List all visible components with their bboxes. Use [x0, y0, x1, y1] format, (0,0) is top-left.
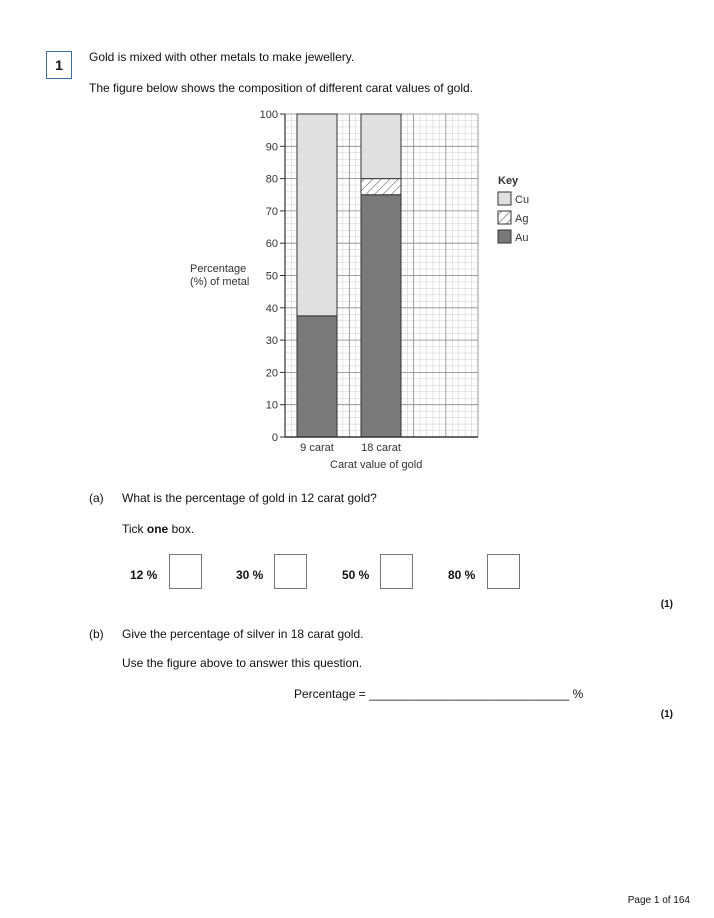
- x-axis-label: Carat value of gold: [330, 459, 423, 471]
- page-footer: Page 1 of 164: [627, 895, 690, 906]
- bar-segment-cu: [361, 114, 401, 179]
- bar-segment-au: [297, 316, 337, 437]
- option-checkbox[interactable]: [487, 554, 520, 589]
- option-checkbox[interactable]: [169, 554, 202, 589]
- part-a-instruction: [122, 522, 194, 536]
- legend-label: Au: [515, 232, 529, 244]
- legend-swatch-ag: [498, 211, 511, 224]
- stacked-bar-chart: [180, 100, 560, 480]
- legend-title: Key: [498, 175, 519, 187]
- bar-segment-au: [361, 195, 401, 437]
- option-label: 50 %: [342, 568, 370, 582]
- bar-segment-ag: [361, 179, 401, 195]
- answer-prefix: Percentage =: [294, 687, 370, 701]
- y-axis-label: (%) of metal: [190, 276, 250, 288]
- instruction-post: box.: [168, 522, 195, 536]
- y-tick-label: 10: [265, 399, 278, 412]
- bar-segment-cu: [297, 114, 337, 316]
- part-a-question: What is the percentage of gold in 12 carat gold?: [122, 491, 377, 505]
- legend-label: Cu: [515, 194, 530, 206]
- x-tick-label: 9 carat: [300, 442, 334, 454]
- question-intro: Gold is mixed with other metals to make jewellery.: [89, 50, 355, 64]
- part-b-instruction: Use the figure above to answer this question.: [122, 656, 363, 670]
- y-tick-label: 70: [265, 205, 278, 218]
- chart-svg: [180, 100, 560, 480]
- x-tick-label: 18 carat: [361, 442, 401, 454]
- option-checkbox[interactable]: [380, 554, 413, 589]
- answer-suffix: %: [569, 687, 584, 701]
- y-axis-label: Percentage: [190, 263, 247, 275]
- y-tick-label: 0: [271, 432, 278, 444]
- answer-line[interactable]: ______________________________: [369, 687, 570, 701]
- part-b-question: Give the percentage of silver in 18 carat gold.: [122, 627, 364, 641]
- figure-caption: The figure below shows the composition of different carat values of gold.: [89, 81, 473, 95]
- question-number: 1: [46, 51, 72, 79]
- option-label: 12 %: [130, 568, 158, 582]
- y-tick-label: 90: [265, 141, 278, 154]
- legend-label: Ag: [515, 213, 529, 225]
- option-label: 30 %: [236, 568, 264, 582]
- instruction-bold: one: [146, 522, 169, 536]
- part-b-marks: (1): [660, 709, 673, 720]
- instruction-pre: Tick: [122, 522, 147, 536]
- y-tick-label: 100: [259, 109, 278, 121]
- part-b-label: (b): [89, 627, 104, 641]
- option-checkbox[interactable]: [274, 554, 307, 589]
- y-tick-label: 50: [265, 270, 278, 283]
- tick-options: [0, 554, 714, 594]
- legend-swatch-au: [498, 230, 511, 243]
- y-tick-label: 20: [265, 367, 278, 380]
- part-a-label: (a): [89, 491, 104, 505]
- legend-swatch-cu: [498, 192, 511, 205]
- answer-row: [294, 687, 583, 701]
- part-a-marks: (1): [660, 599, 673, 610]
- y-tick-label: 40: [265, 302, 278, 315]
- y-tick-label: 80: [265, 173, 278, 186]
- option-label: 80 %: [448, 568, 476, 582]
- y-tick-label: 60: [265, 238, 278, 251]
- y-tick-label: 30: [265, 335, 278, 348]
